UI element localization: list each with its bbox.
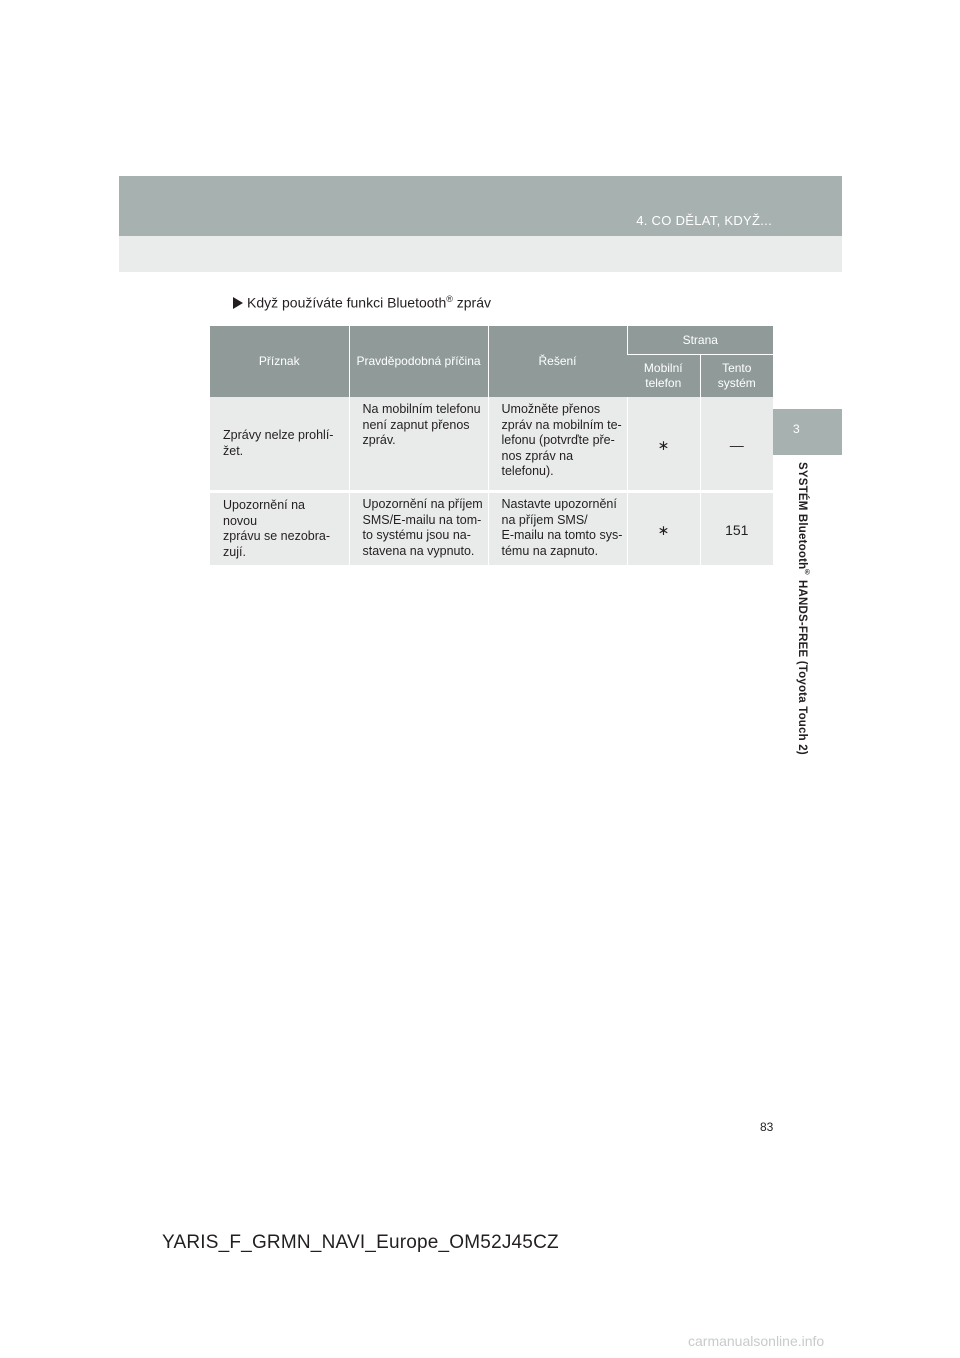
cell-symptom: Upozornění na novou zprávu se nezobra- zují. — [210, 492, 349, 566]
watermark[interactable]: carmanualsonline.info — [688, 1333, 825, 1349]
header-page-group: Strana — [627, 326, 773, 355]
cell-solution: Umožněte přenos zpráv na mobilním te- lefonu (potvrďte pře- nos zpráv na telefonu). — [488, 397, 627, 492]
header-band — [119, 176, 842, 236]
cell-system-page: — — [700, 397, 773, 492]
chapter-tab — [773, 409, 842, 455]
side-label-main: SYSTÉM Bluetooth — [796, 462, 808, 570]
table-row — [210, 492, 773, 566]
header-solution: Řešení — [488, 326, 627, 397]
page-number: 83 — [760, 1120, 774, 1134]
cell-symptom: Zprávy nelze prohlí- žet. — [210, 397, 349, 492]
table-row — [210, 397, 773, 492]
document-code: YARIS_F_GRMN_NAVI_Europe_OM52J45CZ — [162, 1232, 559, 1253]
section-heading-suffix: zpráv — [452, 294, 491, 311]
header-mobile-phone: Mobilní telefon — [627, 355, 700, 398]
header-cause: Pravděpodobná příčina — [349, 326, 488, 397]
cell-mobile-page: ∗ — [627, 492, 700, 566]
cell-cause: Na mobilním telefonu není zapnut přenos zpráv. — [349, 397, 488, 492]
header-this-system: Tento systém — [700, 355, 773, 398]
cell-mobile-page: ∗ — [627, 397, 700, 492]
side-label-registered: ® — [803, 569, 811, 577]
cell-cause: Upozornění na příjem SMS/E-mailu na tom- to systému jsou na- stavena na vypnuto. — [349, 492, 488, 566]
troubleshooting-table — [210, 326, 773, 565]
header-subband — [119, 236, 842, 272]
side-label-rest: HANDS-FREE (Toyota Touch 2) — [796, 576, 808, 755]
section-heading-registered: ® — [446, 294, 453, 304]
chapter-side-label — [796, 462, 811, 755]
cell-solution: Nastavte upozornění na příjem SMS/ E-mailu na tomto sys- tému na zapnuto. — [488, 492, 627, 566]
section-heading-text: Když používáte funkci Bluetooth — [247, 294, 447, 311]
chapter-tab-number: 3 — [793, 422, 800, 436]
chapter-title: 4. CO DĚLAT, KDYŽ... — [636, 213, 772, 228]
triangle-bullet-icon — [233, 297, 243, 309]
header-symptom: Příznak — [210, 326, 349, 397]
section-heading — [233, 294, 491, 311]
cell-system-page: 151 — [700, 492, 773, 566]
